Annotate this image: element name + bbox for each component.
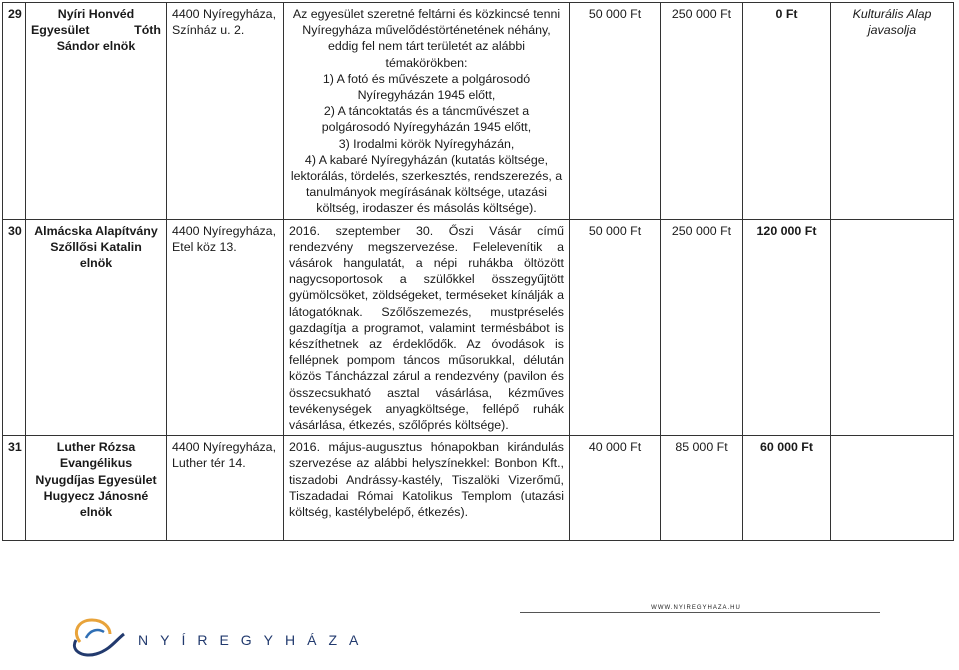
- table-row: [3, 219, 954, 436]
- description-line: Az egyesület szeretné feltárni és közkincsé tenni: [292, 7, 561, 21]
- description-line: polgárosodó Nyíregyházán 1945 előtt,: [321, 120, 532, 135]
- description-line: költség, kastélybelépő, étkezés).: [289, 505, 469, 520]
- description-line: gyümölcsöket, zöldségeket, terméseket kínálják a: [289, 288, 564, 303]
- proposed-amount: 0 Ft: [743, 3, 831, 220]
- proposed-amount: 120 000 Ft: [743, 219, 831, 436]
- note-line: Kulturális Alap: [852, 7, 932, 21]
- org-line: Evangélikus: [59, 456, 133, 471]
- table-row: [3, 3, 954, 220]
- description-line: közös Táncházzal zárul a rendezvény (pavilon és: [289, 369, 564, 384]
- description-line: 2) A táncoktatás és a táncművészet a: [323, 104, 530, 119]
- own-contribution: 40 000 Ft: [570, 436, 661, 541]
- description-line: fellépnek pompom táncos műsorukkal, délután: [289, 353, 564, 368]
- requested-amount: 250 000 Ft: [661, 219, 743, 436]
- brand-wordmark: NYÍREGYHÁZA: [138, 632, 371, 648]
- description-line: nagycsoportosok a szülőkkel összegyűjtött: [289, 272, 564, 287]
- description-line: tanulmányok megírásának költsége, utazási: [305, 185, 548, 200]
- row-number: 31: [3, 436, 26, 541]
- note-line: javasolja: [867, 23, 917, 38]
- note-cell: [831, 436, 954, 541]
- org-line: Egyesület Tóth: [31, 23, 161, 38]
- org-line: Nyíri Honvéd: [57, 7, 135, 21]
- address-line: Színház u. 2.: [172, 23, 245, 38]
- organization-cell: [26, 3, 167, 220]
- description-cell: [284, 219, 570, 436]
- description-line: gazdagítja a programot, valamint termésbábot is: [289, 320, 564, 335]
- website-url: WWW.NYIREGYHAZA.HU: [651, 605, 741, 611]
- proposed-amount: 60 000 Ft: [743, 436, 831, 541]
- description-line: eddig fel nem tárt területét az alábbi: [328, 39, 525, 54]
- own-contribution: 50 000 Ft: [570, 3, 661, 220]
- description-line: Nyíregyháza művelődéstörténetének néhány,: [302, 23, 551, 38]
- description-line: látogatóknak. Szőlőszemezés, mustpréselés: [289, 304, 564, 319]
- org-line: Almácska Alapítvány: [34, 223, 158, 238]
- address-line: 4400 Nyíregyháza,: [172, 7, 277, 21]
- org-line: Hugyecz Jánosné: [43, 488, 149, 503]
- description-line: összecsukható asztal vásárlása, kézműves: [289, 385, 564, 400]
- nyiregyhaza-swoosh-logo-icon: [66, 612, 132, 660]
- table-row: [3, 436, 954, 541]
- address-cell: [167, 3, 284, 220]
- row-number: 29: [3, 3, 26, 220]
- address-cell: [167, 436, 284, 541]
- description-line: 4) A kabaré Nyíregyházán (kutatás költsége,: [304, 152, 549, 167]
- address-line: 4400 Nyíregyháza,: [172, 223, 277, 238]
- description-line: Tiszadadai Római Katolikus Templom (utazási: [289, 488, 564, 503]
- row-number: 30: [3, 219, 26, 436]
- address-line: Etel köz 13.: [172, 239, 237, 254]
- org-line: Szőllősi Katalin: [50, 239, 142, 254]
- description-line: készíthetnek az érdeklődők. Az óvodások is: [289, 337, 564, 352]
- description-line: 2016. május-augusztus hónapokban kirándulás: [289, 440, 564, 455]
- org-line: Nyugdíjas Egyesület: [35, 472, 157, 487]
- org-line: Luther Rózsa: [56, 440, 136, 455]
- org-line: elnök: [79, 505, 113, 520]
- organization-cell: [26, 436, 167, 541]
- description-line: Nyíregyházán 1945 előtt,: [357, 88, 496, 103]
- description-line: 2016. szeptember 30. Őszi Vásár című: [289, 223, 564, 238]
- description-line: 1) A fotó és művészete a polgárosodó: [322, 71, 531, 86]
- org-line: elnök: [79, 256, 113, 271]
- address-line: 4400 Nyíregyháza,: [172, 440, 277, 455]
- address-line: Luther tér 14.: [172, 456, 246, 471]
- description-line: költség, irodaszer és másolás költsége).: [316, 201, 537, 216]
- requested-amount: 85 000 Ft: [661, 436, 743, 541]
- description-line: tiszadobi Andrássy-kastély, Tiszalöki Vizerőmű,: [289, 472, 564, 487]
- description-line: rendezvény megszervezése. Felelevenítik a: [289, 239, 564, 254]
- description-line: tevékenységek anyagköltsége, fellépő ruhák: [289, 401, 564, 416]
- description-line: vásárok hangulatát, a népi ruhákba öltözött: [289, 256, 564, 271]
- note-cell: [831, 3, 954, 220]
- own-contribution: 50 000 Ft: [570, 219, 661, 436]
- description-line: 3) Irodalmi körök Nyíregyházán,: [338, 136, 515, 151]
- description-cell: [284, 3, 570, 220]
- description-line: témakörökben:: [385, 55, 468, 70]
- description-line: lektorálás, tördelés, szerkesztés, rendszerezés, a: [290, 169, 563, 184]
- grants-table: [2, 2, 954, 541]
- description-line: vásárlása, étkezés, szőlőprés költsége).: [289, 418, 509, 433]
- address-cell: [167, 219, 284, 436]
- note-cell: [831, 219, 954, 436]
- description-line: szervezése az alábbi helyszínekkel: Bonbon Kft.,: [289, 456, 564, 471]
- organization-cell: [26, 219, 167, 436]
- description-cell: [284, 436, 570, 541]
- requested-amount: 250 000 Ft: [661, 3, 743, 220]
- footer-divider: [520, 612, 880, 613]
- org-line: Sándor elnök: [56, 39, 136, 54]
